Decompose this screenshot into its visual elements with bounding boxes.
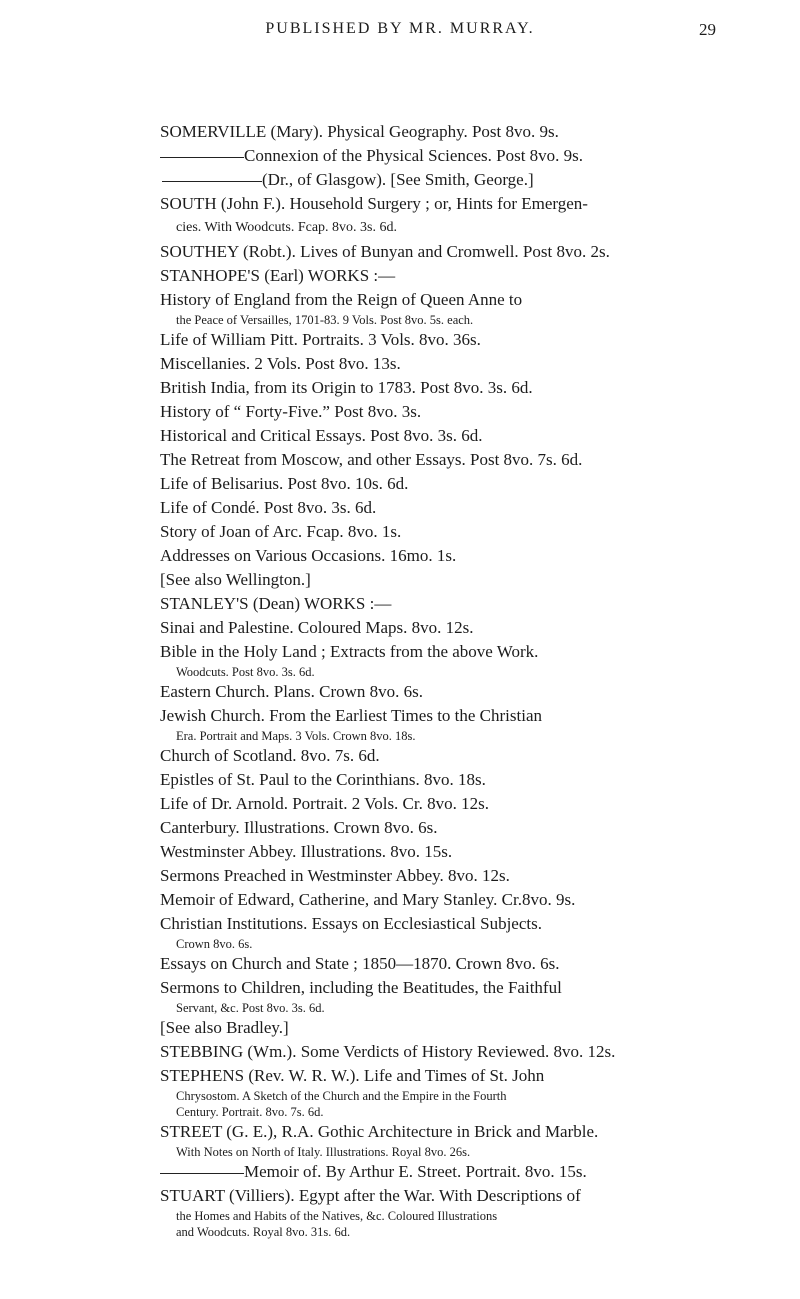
entry-stanhope-history-note: the Peace of Versailles, 1701-83. 9 Vols. Post 8vo. 5s. each. [176,313,474,327]
catalogue-list [160,120,746,1240]
entry-stuart-cont: the Homes and Habits of the Natives, &c. Coloured Illustrations [176,1209,498,1223]
entry-southey: SOUTHEY (Robt.). Lives of Bunyan and Cromwell. Post 8vo. 2s. [160,242,610,261]
entry-somerville: SOMERVILLE (Mary). Physical Geography. Post 8vo. 9s. [160,122,559,141]
running-head: PUBLISHED BY MR. MURRAY. [265,20,535,37]
entry-stuart: STUART (Villiers). Egypt after the War. With Descriptions of [160,1186,581,1205]
entry-stanley-bible-note: Woodcuts. Post 8vo. 3s. 6d. [176,665,315,679]
entry-stanley-institutions-note: Crown 8vo. 6s. [176,937,253,951]
entry-stephens-cont: Chrysostom. A Sketch of the Church and the Empire in the Fourth [176,1089,507,1103]
entry-stanhope-miscellanies: Miscellanies. 2 Vols. Post 8vo. 13s. [160,354,401,373]
entry-stanhope-forty-five: History of “ Forty-Five.” Post 8vo. 3s. [160,402,422,421]
page-header [0,14,800,44]
entry-street: STREET (G. E.), R.A. Gothic Architecture in Brick and Marble. [160,1122,599,1141]
entry-street-note: With Notes on North of Italy. Illustrations. Royal 8vo. 26s. [176,1145,471,1159]
entry-stephens-cont2: Century. Portrait. 8vo. 7s. 6d. [176,1105,324,1119]
entry-stanhope-india: British India, from its Origin to 1783. Post 8vo. 3s. 6d. [160,378,533,397]
entry-stanley-jewish: Jewish Church. From the Earliest Times to the Christian [160,706,543,725]
entry-stanley-jewish-note: Era. Portrait and Maps. 3 Vols. Crown 8vo. 18s. [176,729,416,743]
ditto-rule [162,181,262,182]
entry-stanley-canterbury: Canterbury. Illustrations. Crown 8vo. 6s. [160,818,438,837]
entry-stanhope-joan: Story of Joan of Arc. Fcap. 8vo. 1s. [160,522,402,541]
entry-stanhope-pitt: Life of William Pitt. Portraits. 3 Vols. 8vo. 36s. [160,330,481,349]
entry-stanhope-moscow: The Retreat from Moscow, and other Essays. Post 8vo. 7s. 6d. [160,450,583,469]
entry-stanley-children-note: Servant, &c. Post 8vo. 3s. 6d. [176,1001,325,1015]
ditto-rule [160,1173,244,1174]
entry-stanley-scotland: Church of Scotland. 8vo. 7s. 6d. [160,746,380,765]
entry-stanley-sermons: Sermons Preached in Westminster Abbey. 8vo. 12s. [160,866,510,885]
entry-stanley-arnold: Life of Dr. Arnold. Portrait. 2 Vols. Cr. 8vo. 12s. [160,794,489,813]
entry-stanley-institutions: Christian Institutions. Essays on Ecclesiastical Subjects. [160,914,542,933]
entry-stanley-eastern: Eastern Church. Plans. Crown 8vo. 6s. [160,682,424,701]
entry-stanley-church-state: Essays on Church and State ; 1850—1870. Crown 8vo. 6s. [160,954,560,973]
entry-somerville-dr: (Dr., of Glasgow). [See Smith, George.] [160,168,746,192]
entry-stebbing: STEBBING (Wm.). Some Verdicts of History Reviewed. 8vo. 12s. [160,1042,616,1061]
entry-stanley-epistles: Epistles of St. Paul to the Corinthians. 8vo. 18s. [160,770,486,789]
entry-somerville-connexion: Connexion of the Physical Sciences. Post 8vo. 9s. [160,144,746,168]
entry-stuart-cont2: and Woodcuts. Royal 8vo. 31s. 6d. [176,1225,351,1239]
entry-stanhope-see-also: [See also Wellington.] [160,570,311,589]
entry-stanhope-history: History of England from the Reign of Queen Anne to [160,290,523,309]
entry-stanhope-heading: STANHOPE'S (Earl) WORKS :— [160,266,396,285]
entry-south: SOUTH (John F.). Household Surgery ; or, Hints for Emergen- [160,194,588,213]
entry-stanley-children: Sermons to Children, including the Beatitudes, the Faithful [160,978,562,997]
entry-stanley-see-also: [See also Bradley.] [160,1018,289,1037]
entry-stanhope-addresses: Addresses on Various Occasions. 16mo. 1s. [160,546,457,565]
entry-stanley-sinai: Sinai and Palestine. Coloured Maps. 8vo. 12s. [160,618,474,637]
entry-south-cont: cies. With Woodcuts. Fcap. 8vo. 3s. 6d. [176,220,397,235]
page-number: 29 [699,20,716,39]
ditto-rule [160,157,244,158]
entry-stanley-westminster: Westminster Abbey. Illustrations. 8vo. 15s. [160,842,453,861]
entry-stanley-heading: STANLEY'S (Dean) WORKS :— [160,594,392,613]
entry-stanhope-belisarius: Life of Belisarius. Post 8vo. 10s. 6d. [160,474,409,493]
entry-street-memoir: Memoir of. By Arthur E. Street. Portrait. 8vo. 15s. [160,1160,746,1184]
entry-stanhope-essays: Historical and Critical Essays. Post 8vo. 3s. 6d. [160,426,483,445]
entry-stephens: STEPHENS (Rev. W. R. W.). Life and Times of St. John [160,1066,545,1085]
entry-stanley-memoir: Memoir of Edward, Catherine, and Mary Stanley. Cr.8vo. 9s. [160,890,576,909]
entry-stanley-bible: Bible in the Holy Land ; Extracts from the above Work. [160,642,539,661]
entry-stanhope-conde: Life of Condé. Post 8vo. 3s. 6d. [160,498,377,517]
